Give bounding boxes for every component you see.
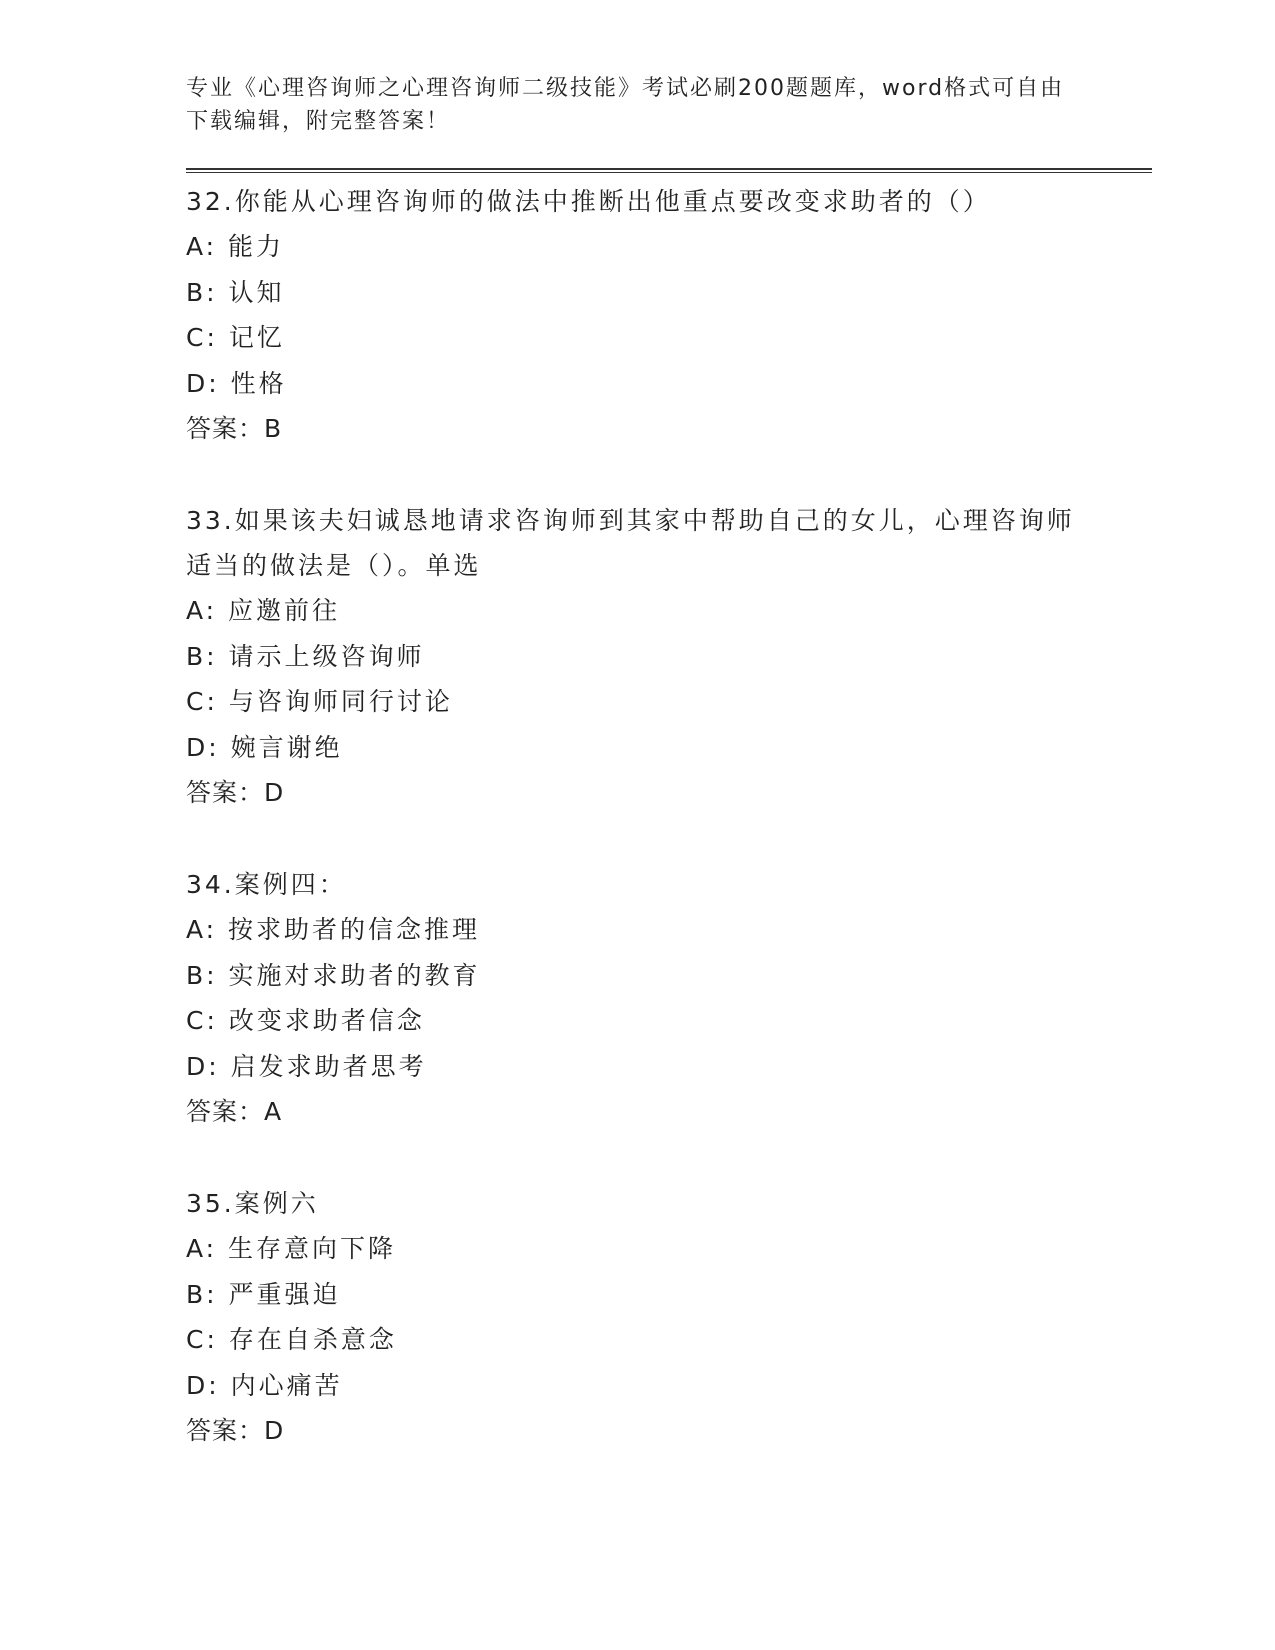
question-35 bbox=[186, 1181, 1152, 1454]
option-b: B: 请示上级咨询师 bbox=[186, 641, 425, 671]
answer: 答案：A bbox=[186, 1097, 283, 1126]
option-b: B: 严重强迫 bbox=[186, 1279, 341, 1309]
option-d: D: 性格 bbox=[186, 368, 287, 398]
question-32 bbox=[186, 179, 1152, 452]
document-header: 专业《心理咨询师之心理咨询师二级技能》考试必刷200题题库，word格式可自由下载编辑，附完整答案！ bbox=[186, 76, 1065, 134]
document-page bbox=[186, 72, 1152, 1500]
option-d: D: 启发求助者思考 bbox=[186, 1051, 427, 1081]
option-a: A: 按求助者的信念推理 bbox=[186, 915, 481, 944]
option-c: C: 存在自杀意念 bbox=[186, 1325, 397, 1354]
question-text: 32.你能从心理咨询师的做法中推断出他重点要改变求助者的（） bbox=[186, 187, 991, 216]
option-d: D: 婉言谢绝 bbox=[186, 732, 343, 762]
answer: 答案：D bbox=[186, 1416, 285, 1445]
header-divider bbox=[186, 168, 1152, 173]
question-text: 35.案例六 bbox=[186, 1189, 319, 1218]
question-33 bbox=[186, 498, 1152, 816]
question-list bbox=[186, 179, 1152, 1454]
question-34 bbox=[186, 862, 1152, 1135]
option-a: A: 生存意向下降 bbox=[186, 1234, 397, 1263]
answer: 答案：B bbox=[186, 414, 283, 443]
option-a: A: 应邀前往 bbox=[186, 596, 341, 625]
question-text: 33.如果该夫妇诚恳地请求咨询师到其家中帮助自己的女儿，心理咨询师适当的做法是（）。单选 bbox=[186, 506, 1075, 580]
question-text: 34.案例四： bbox=[186, 870, 347, 899]
option-c: C: 与咨询师同行讨论 bbox=[186, 687, 453, 716]
option-c: C: 改变求助者信念 bbox=[186, 1006, 425, 1035]
option-b: B: 认知 bbox=[186, 277, 285, 307]
option-c: C: 记忆 bbox=[186, 323, 285, 352]
option-b: B: 实施对求助者的教育 bbox=[186, 960, 481, 990]
option-a: A: 能力 bbox=[186, 232, 285, 261]
option-d: D: 内心痛苦 bbox=[186, 1370, 343, 1400]
answer: 答案：D bbox=[186, 778, 285, 807]
